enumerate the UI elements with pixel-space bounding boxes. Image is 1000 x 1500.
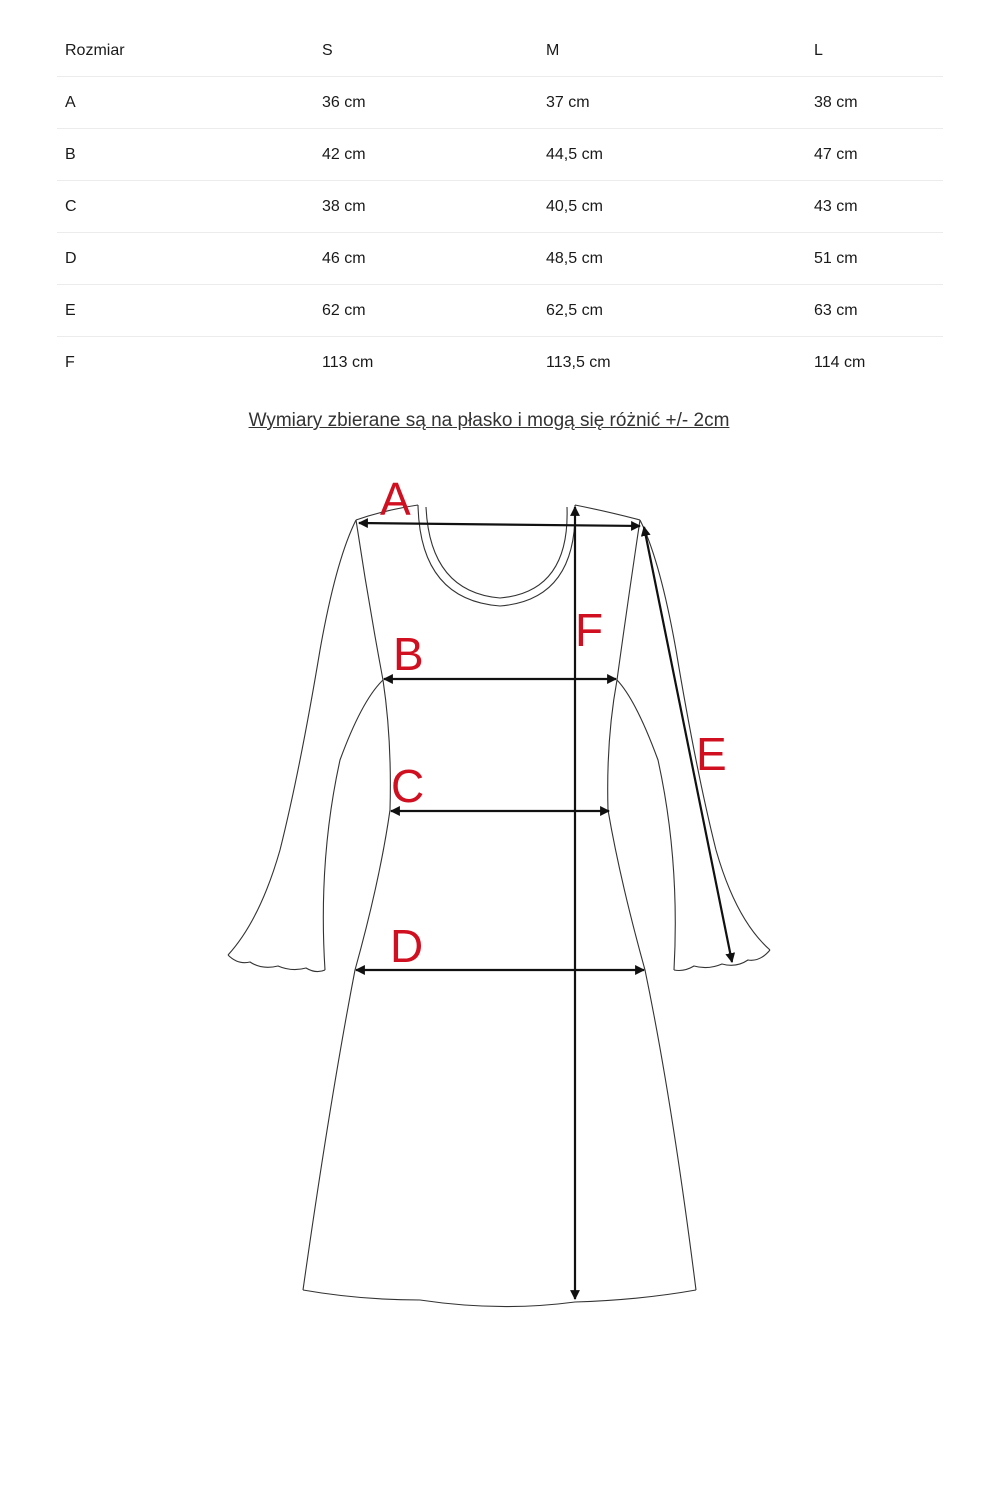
table-cell: E [65,301,76,319]
table-cell: 42 cm [322,145,366,163]
table-cell: 63 cm [814,301,858,319]
table-cell: A [65,93,76,111]
table-cell: 36 cm [322,93,366,111]
label-a: A [380,473,411,525]
table-cell: 62,5 cm [546,301,603,319]
table-row [57,77,943,129]
label-c: C [391,760,425,812]
column-header: L [814,41,823,59]
table-row [57,181,943,233]
table-cell: 44,5 cm [546,145,603,163]
dress-measurement-diagram [0,440,1000,1340]
dress-outline [228,505,770,1307]
table-cell: 37 cm [546,93,590,111]
table-cell: D [65,249,77,267]
table-cell: 47 cm [814,145,858,163]
label-d: D [390,920,424,972]
table-cell: F [65,353,75,371]
table-header-row [57,25,943,77]
table-cell: 38 cm [814,93,858,111]
size-table [57,25,943,388]
table-row [57,337,943,389]
table-cell: C [65,197,77,215]
table-cell: 40,5 cm [546,197,603,215]
table-cell: 113 cm [322,353,374,371]
table-row [57,129,943,181]
table-cell: 46 cm [322,249,366,267]
column-header: M [546,41,560,59]
table-cell: 62 cm [322,301,366,319]
table-cell: 51 cm [814,249,858,267]
label-e: E [696,728,727,780]
column-header: Rozmiar [65,41,125,59]
table-cell: 113,5 cm [546,353,611,371]
measurement-note: Wymiary zbierane są na płasko i mogą się różnić +/- 2cm [248,410,730,431]
table-cell: 48,5 cm [546,249,603,267]
column-header: S [322,41,333,59]
label-b: B [393,628,424,680]
table-cell: 114 cm [814,353,866,371]
table-row [57,233,943,285]
table-cell: 43 cm [814,197,858,215]
table-row [57,285,943,337]
label-f: F [575,604,604,656]
table-cell: 38 cm [322,197,366,215]
table-cell: B [65,145,76,163]
